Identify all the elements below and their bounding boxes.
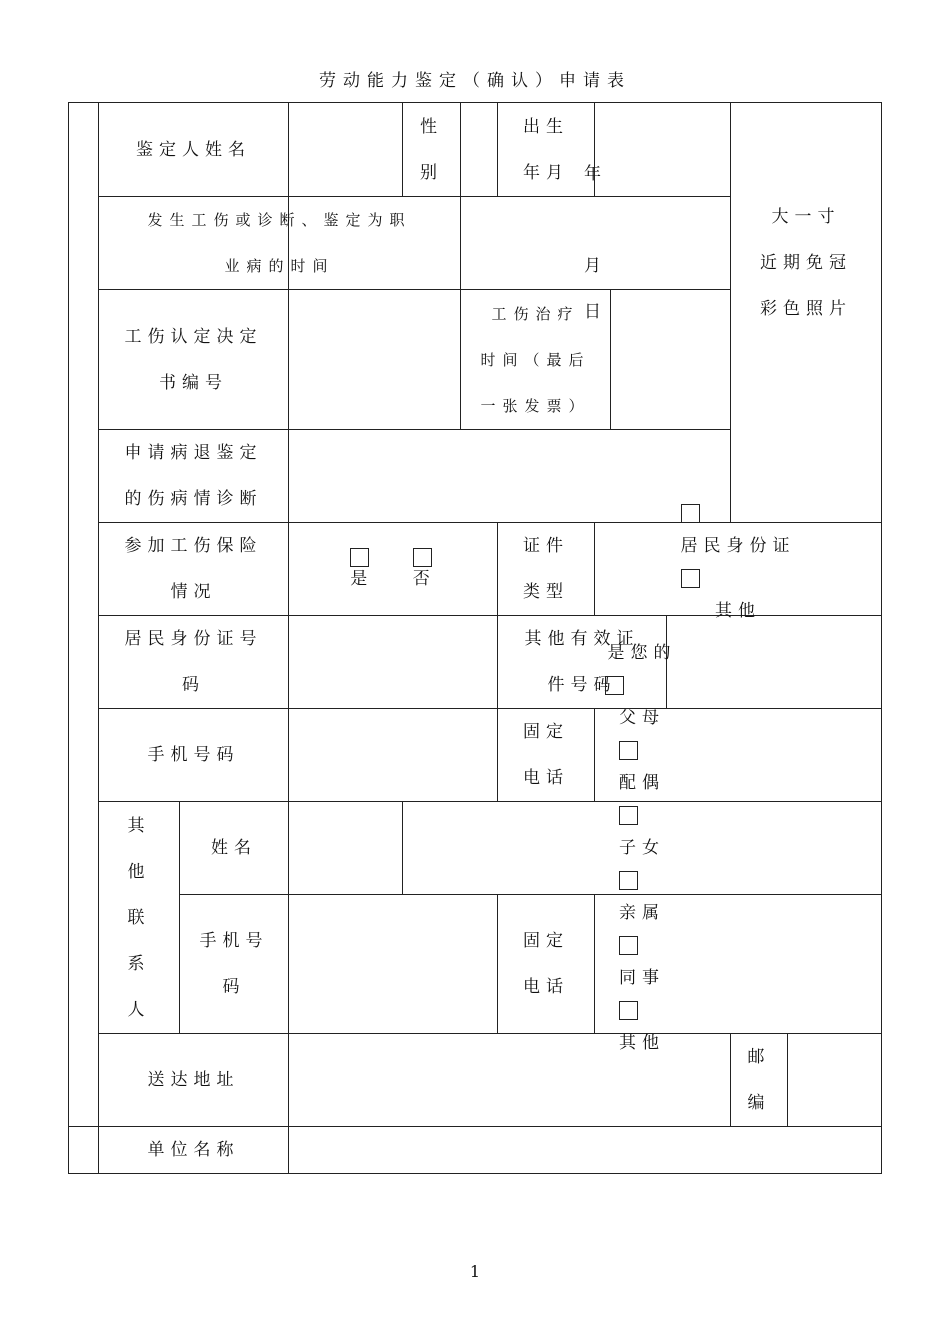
treatment-time-label: 工伤治疗 时间（最后 一张发票） [480, 304, 591, 415]
injury-date-field[interactable]: 年 月 日 [584, 164, 607, 322]
insurance-options: 是 否 [289, 523, 497, 615]
company-label: 单位名称 [147, 1140, 240, 1160]
other-contact-label: 其 他 联 系 人 [127, 815, 151, 1020]
photo-area: 大一寸 近期免冠 彩色照片 [760, 206, 852, 319]
contact-mobile-field[interactable] [289, 895, 497, 1033]
rel-children-checkbox[interactable] [619, 871, 638, 890]
landline-label: 固定 电话 [523, 722, 569, 788]
id-number-field[interactable] [289, 616, 497, 708]
postcode-field[interactable] [788, 1034, 881, 1126]
injury-time-label: 发生工伤或诊断、鉴定为职 业病的时间 [147, 211, 412, 275]
name-field[interactable] [289, 103, 402, 196]
contact-name-field[interactable] [289, 802, 402, 894]
page-number: 1 [469, 1262, 481, 1281]
rel-parents-checkbox[interactable] [619, 741, 638, 760]
sick-diagnosis-field[interactable] [289, 430, 730, 522]
contact-name-label: 姓名 [211, 838, 257, 858]
contact-mobile-label: 手机号 码 [199, 931, 269, 997]
sick-retirement-label: 申请病退鉴定 的伤病情诊断 [124, 443, 263, 509]
other-id-label: 其他有效证 件号码 [524, 629, 640, 695]
gender-field[interactable] [461, 103, 497, 196]
rel-spouse-checkbox[interactable] [619, 806, 638, 825]
decision-number-field[interactable] [289, 290, 460, 429]
id-other-checkbox[interactable] [681, 569, 700, 588]
id-type-options: 居民身份证 其他 [595, 523, 881, 615]
address-field[interactable] [289, 1034, 730, 1126]
treatment-time-field[interactable] [611, 290, 730, 429]
company-field[interactable] [289, 1127, 881, 1173]
contact-landline-field[interactable] [595, 895, 881, 1033]
form-title: 劳动能力鉴定（确认）申请表 [319, 71, 631, 91]
decision-number-label: 工伤认定决定 书编号 [124, 326, 263, 393]
mobile-field[interactable] [289, 709, 497, 801]
insurance-no-checkbox[interactable] [413, 548, 432, 567]
mobile-label: 手机号码 [147, 745, 240, 765]
gender-label: 性 别 [420, 116, 443, 183]
insurance-yes-checkbox[interactable] [350, 548, 369, 567]
name-label: 鉴定人姓名 [136, 139, 251, 160]
rel-self-checkbox[interactable] [605, 676, 624, 695]
contact-landline-label: 固定 电话 [523, 931, 569, 997]
insurance-label: 参加工伤保险 情况 [124, 536, 263, 602]
address-label: 送达地址 [147, 1070, 240, 1090]
other-id-field[interactable] [667, 616, 881, 708]
id-type-label: 证件 类型 [523, 536, 569, 602]
id-number-label: 居民身份证号 码 [124, 629, 263, 695]
application-form-table [68, 102, 882, 1174]
postcode-label: 邮 编 [747, 1047, 771, 1113]
relation-options: 是您的 父母 配偶 子女 亲属 同事 其他 [403, 802, 881, 894]
birth-label: 出生 年月 [523, 116, 569, 183]
id-resident-checkbox[interactable] [681, 504, 700, 523]
